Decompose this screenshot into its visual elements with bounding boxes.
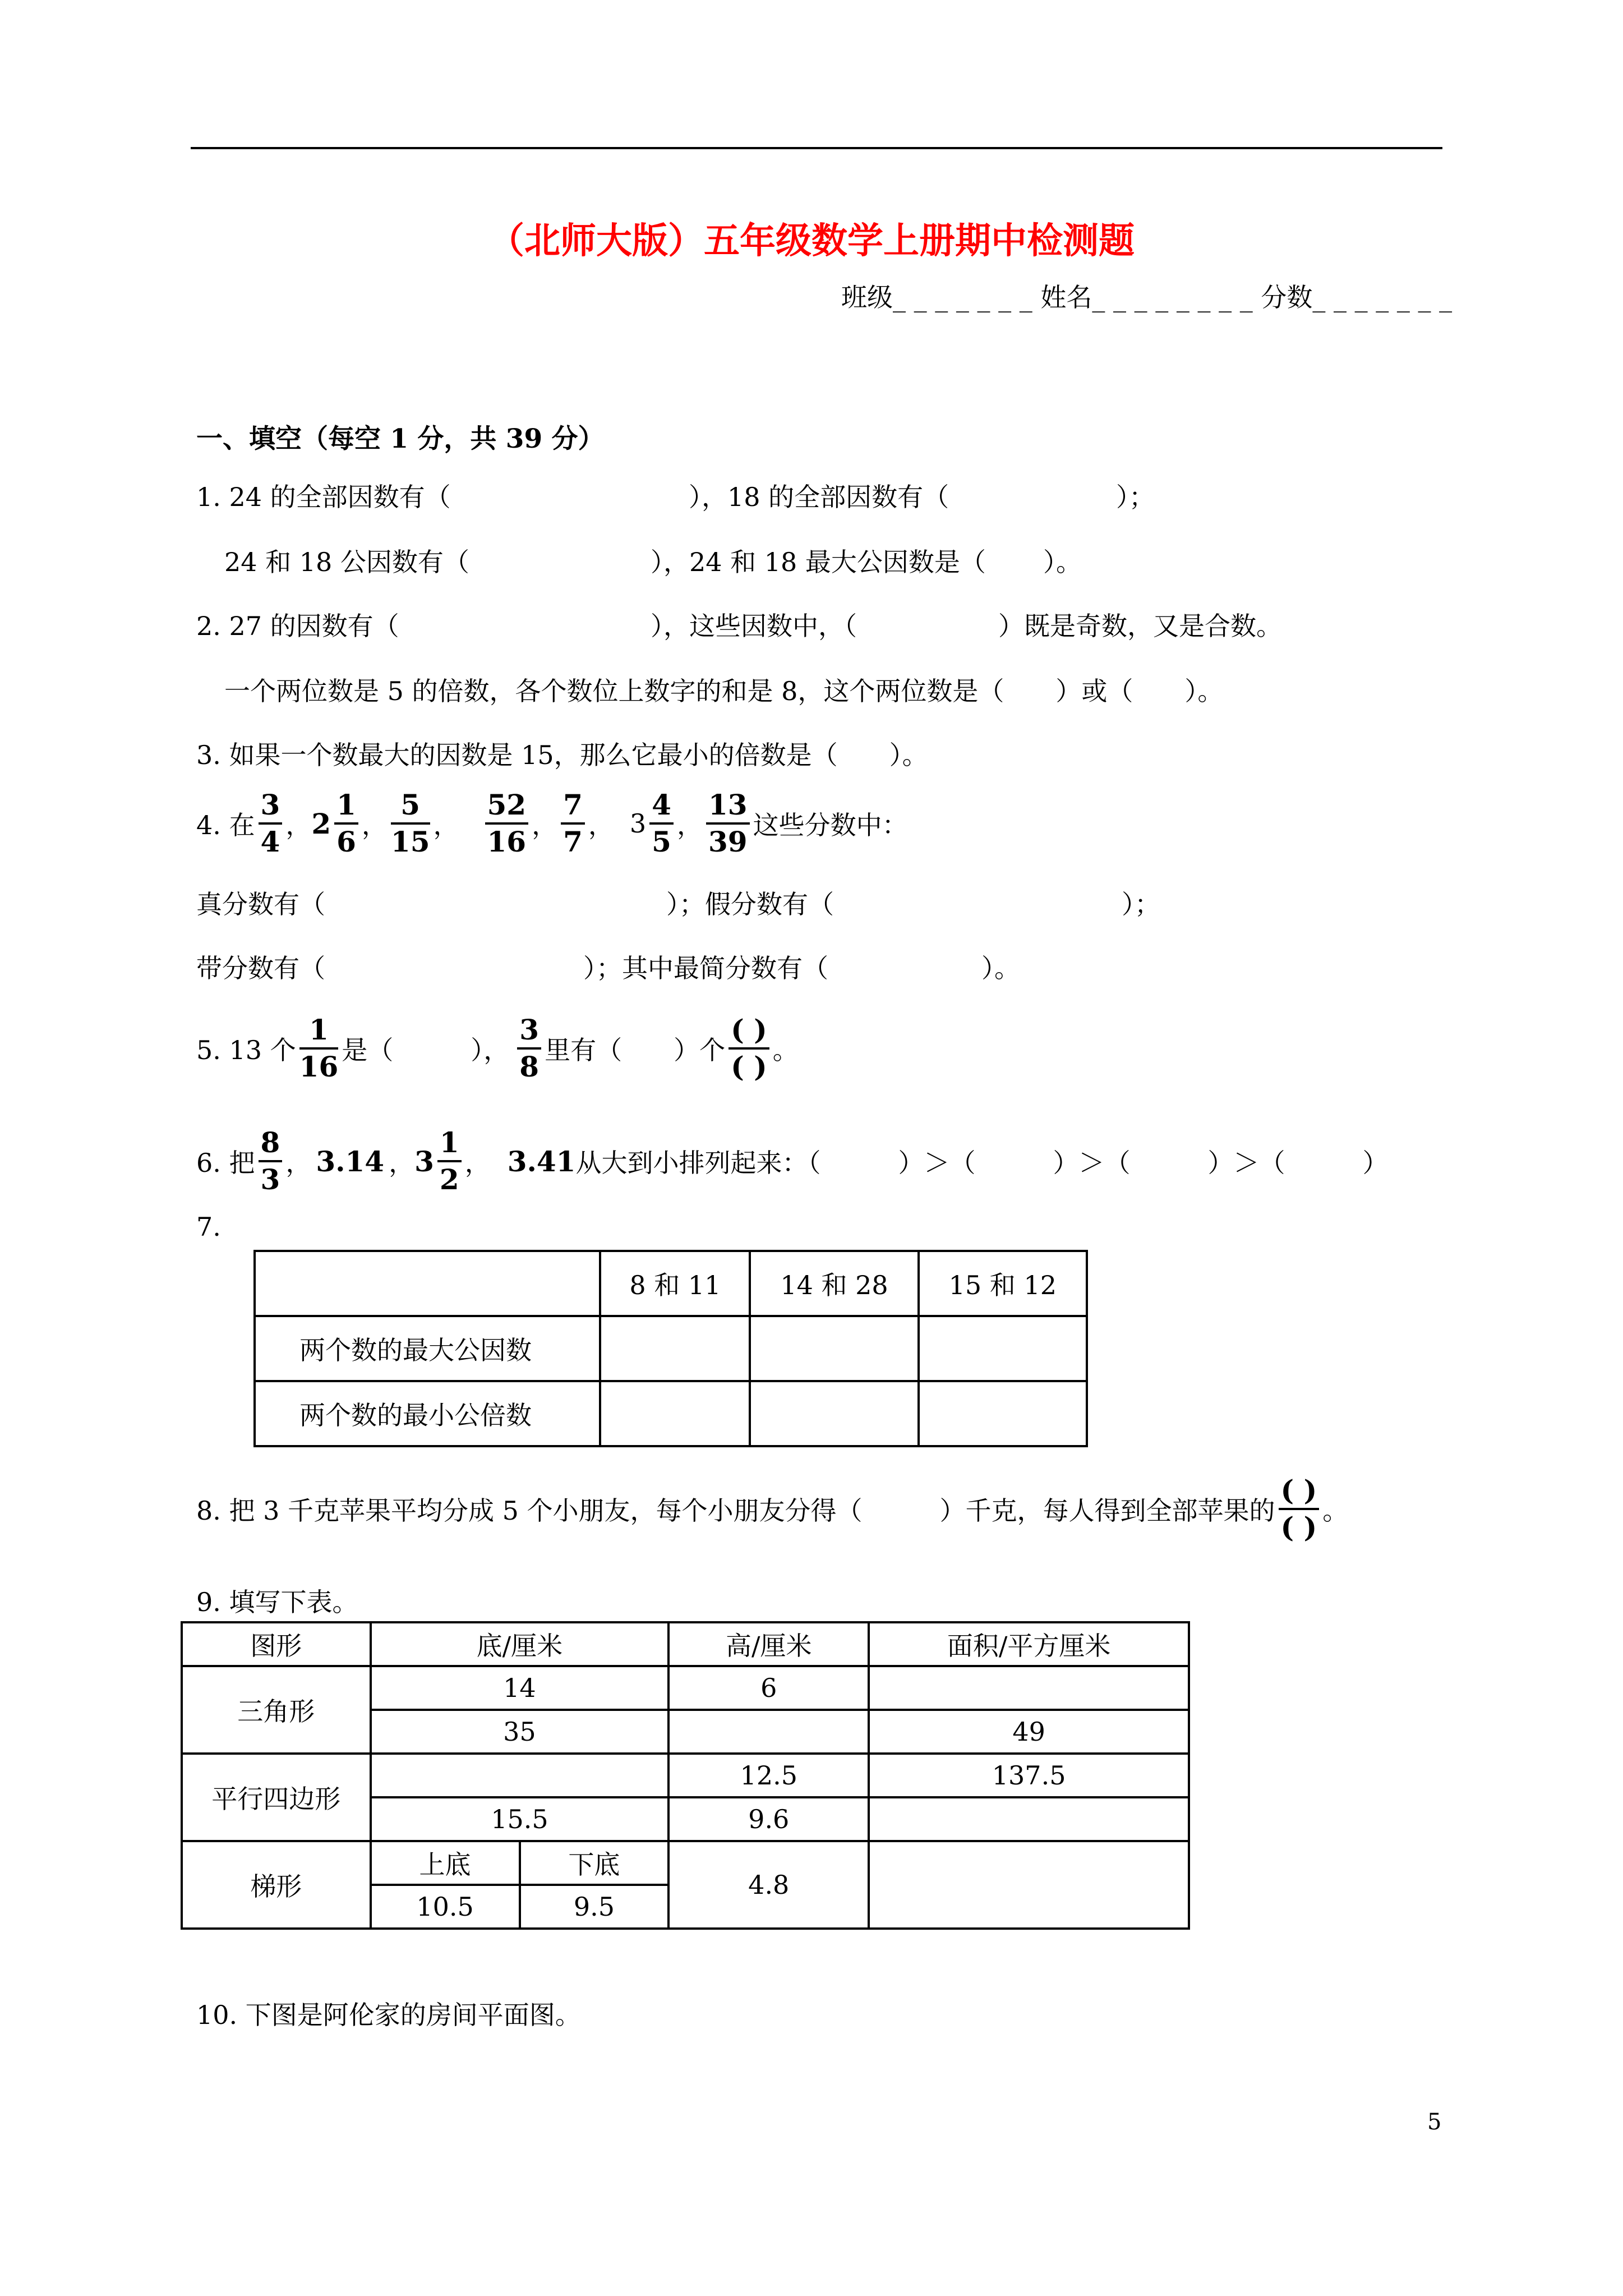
separator: ， <box>433 810 459 840</box>
row-label: 两个数的最大公因数 <box>255 1316 600 1381</box>
table-row <box>255 1381 1087 1446</box>
table-header-cell <box>255 1251 600 1316</box>
decimal-value: 3.41 <box>507 1144 576 1178</box>
q4-suffix: 这些分数中： <box>753 810 908 840</box>
q4-mixed-b: ）；其中最简分数有（ <box>583 953 828 983</box>
table-header-cell: 高/厘米 <box>668 1622 869 1666</box>
shape-label: 三角形 <box>182 1666 371 1754</box>
fraction: $\frac{1}{16}$ <box>299 1013 339 1083</box>
separator: ， <box>464 1148 491 1178</box>
q5-part-a: 5. 13 个 <box>196 1035 296 1065</box>
table-header-cell: 8 和 11 <box>600 1251 750 1316</box>
q6-line <box>196 1122 1388 1200</box>
answer-cell[interactable] <box>919 1381 1087 1446</box>
q2-part-c: ）既是奇数，又是合数。 <box>998 611 1282 641</box>
table-header-cell: 15 和 12 <box>919 1251 1087 1316</box>
separator: ， <box>285 1148 312 1178</box>
q6-part-b: 从大到小排列起来：（ ）＞（ ）＞（ ）＞（ ） <box>575 1148 1389 1178</box>
fraction: $\frac{3}{8}$ <box>517 1016 541 1081</box>
separator: ， <box>588 810 614 840</box>
q4-proper-a: 真分数有（ <box>196 889 325 919</box>
blank-fraction: $\frac{( )}{( )}$ <box>1279 1476 1320 1542</box>
q8-end: 。 <box>1322 1496 1349 1526</box>
q4-fraction-line <box>196 784 908 863</box>
fraction: $\frac{1}{2}$ <box>437 1129 462 1194</box>
q5-part-d: 。 <box>772 1035 799 1065</box>
table-cell: 4.8 <box>668 1841 869 1929</box>
answer-cell[interactable] <box>869 1841 1189 1929</box>
q7-table <box>253 1250 1088 1447</box>
q2-line2: 一个两位数是 5 的倍数，各个数位上数字的和是 8，这个两位数是（ ）或（ ）。 <box>224 676 1224 706</box>
shape-label: 平行四边形 <box>182 1754 371 1841</box>
q9-label: 9. 填写下表。 <box>196 1587 358 1617</box>
q1-part-a: 1. 24 的全部因数有（ <box>196 482 451 512</box>
separator: ， <box>361 810 388 840</box>
mixed-whole: 2 <box>311 807 331 840</box>
fraction: $\frac{13}{39}$ <box>706 791 750 856</box>
page-number: 5 <box>1427 2109 1442 2135</box>
separator: ， <box>389 1148 415 1178</box>
table-cell: 35 <box>371 1710 669 1754</box>
table-header-cell: 底/厘米 <box>371 1622 669 1666</box>
table-row <box>182 1754 1189 1797</box>
q8-line <box>196 1464 1348 1554</box>
q9-table <box>181 1621 1190 1930</box>
q2-part-b: ），这些因数中，（ <box>651 611 857 641</box>
fraction: $\frac{8}{3}$ <box>259 1129 283 1194</box>
q4-proper-b: ）；假分数有（ <box>666 889 834 919</box>
blank-fraction: $\frac{( )}{( )}$ <box>728 1016 769 1081</box>
table-cell: 15.5 <box>371 1797 669 1841</box>
mixed-whole: 3 <box>629 808 647 839</box>
answer-cell[interactable] <box>919 1316 1087 1381</box>
table-cell: 9.5 <box>520 1885 669 1929</box>
answer-cell[interactable] <box>371 1754 669 1797</box>
table-cell: 14 <box>371 1666 669 1710</box>
answer-cell[interactable] <box>668 1710 869 1754</box>
q1-line2-a: 24 和 18 公因数有（ <box>224 547 469 577</box>
q8-text: 8. 把 3 千克苹果平均分成 5 个小朋友，每个小朋友分得（ ）千克，每人得到全部苹果的 <box>196 1496 1275 1526</box>
row-label: 两个数的最小公倍数 <box>255 1381 600 1446</box>
table-cell: 10.5 <box>371 1885 520 1929</box>
fraction: $\frac{3}{4}$ <box>259 791 283 856</box>
fraction: $\frac{7}{7}$ <box>561 791 585 856</box>
section-1-heading: 一、填空（每空 1 分，共 39 分） <box>196 424 605 454</box>
table-row <box>255 1316 1087 1381</box>
table-cell: 6 <box>668 1666 869 1710</box>
answer-cell[interactable] <box>750 1381 918 1446</box>
q5-part-c: 里有（ ）个 <box>545 1035 726 1065</box>
q1-line2-b: ），24 和 18 最大公因数是（ <box>651 547 986 577</box>
q7-label: 7. <box>196 1212 221 1242</box>
table-cell: 12.5 <box>668 1754 869 1797</box>
q4-proper-c: ）； <box>1122 889 1160 919</box>
table-header-row <box>255 1251 1087 1316</box>
table-header-cell: 面积/平方厘米 <box>869 1622 1189 1666</box>
page-title: （北师大版）五年级数学上册期中检测题 <box>488 220 1135 262</box>
table-cell: 49 <box>869 1710 1189 1754</box>
fraction: $\frac{4}{5}$ <box>649 791 674 856</box>
table-header-row <box>182 1622 1189 1666</box>
table-cell: 下底 <box>520 1841 669 1885</box>
table-row <box>182 1666 1189 1710</box>
q3-text: 3. 如果一个数最大的因数是 15，那么它最小的倍数是（ ）。 <box>196 740 928 770</box>
mixed-whole: 3 <box>414 1144 434 1178</box>
fraction: $\frac{52}{16}$ <box>485 791 529 856</box>
table-header-cell: 14 和 28 <box>750 1251 918 1316</box>
answer-cell[interactable] <box>600 1316 750 1381</box>
answer-cell[interactable] <box>869 1666 1189 1710</box>
q4-mixed-c: ）。 <box>981 953 1020 983</box>
decimal-value: 3.14 <box>316 1144 385 1178</box>
q6-part-a: 6. 把 <box>196 1148 255 1178</box>
fraction: $\frac{1}{6}$ <box>334 791 358 856</box>
answer-cell[interactable] <box>750 1316 918 1381</box>
answer-cell[interactable] <box>869 1797 1189 1841</box>
table-cell: 9.6 <box>668 1797 869 1841</box>
q2-part-a: 2. 27 的因数有（ <box>196 611 399 641</box>
q1-part-b: ），18 的全部因数有（ <box>689 482 949 512</box>
separator: ， <box>285 810 312 840</box>
table-cell: 137.5 <box>869 1754 1189 1797</box>
q4-mixed-a: 带分数有（ <box>196 953 325 983</box>
q5-line <box>196 1012 799 1085</box>
q5-part-b: 是（ ）， <box>342 1035 510 1065</box>
table-row <box>182 1841 1189 1885</box>
q1-line2-c: ）。 <box>1043 547 1082 577</box>
answer-cell[interactable] <box>600 1381 750 1446</box>
fraction: $\frac{5}{15}$ <box>390 788 430 858</box>
student-info-line: 班级_ _ _ _ _ _ _ 姓名_ _ _ _ _ _ _ _ 分数_ _ _ _ _ _ _ <box>841 282 1453 312</box>
top-rule <box>191 147 1442 149</box>
shape-label: 梯形 <box>182 1841 371 1929</box>
q10-text: 10. 下图是阿伦家的房间平面图。 <box>196 2000 581 2030</box>
table-header-cell: 图形 <box>182 1622 371 1666</box>
table-cell: 上底 <box>371 1841 520 1885</box>
separator: ， <box>676 810 703 840</box>
separator: ， <box>532 810 558 840</box>
q1-part-c: ）； <box>1116 482 1155 512</box>
q4-prefix: 4. 在 <box>196 810 255 840</box>
